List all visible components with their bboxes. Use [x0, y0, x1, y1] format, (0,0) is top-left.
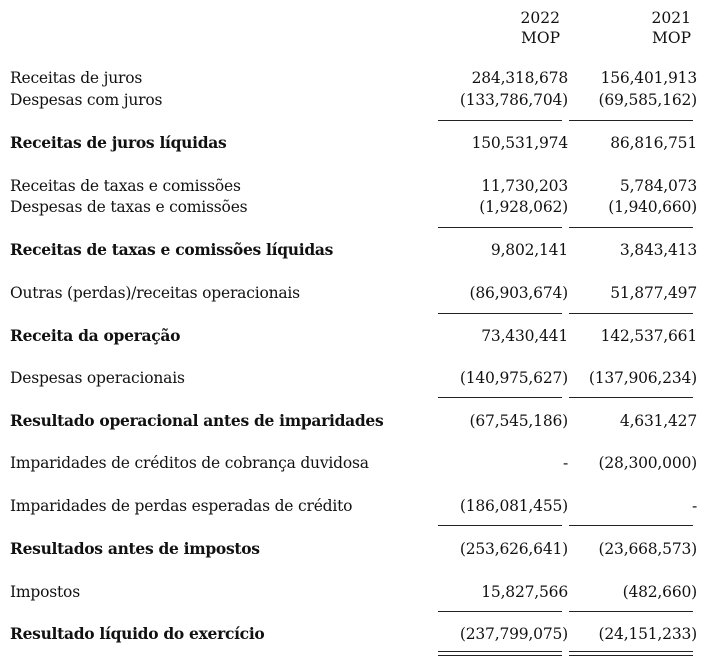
value-2022: 11,730,203: [481, 177, 568, 195]
value-2022: 9,802,141: [490, 241, 568, 259]
value-2021: 51,877,497: [610, 284, 697, 302]
value-2022: 73,430,441: [481, 327, 568, 345]
value-2022: (237,799,075): [459, 625, 568, 643]
row-label: Resultado líquido do exercício: [10, 624, 265, 643]
row-label: Resultado operacional antes de imparidades: [10, 411, 384, 430]
subtotal-rule: [569, 397, 693, 398]
statement-row: [0, 581, 705, 603]
value-2022: (186,081,455): [459, 497, 568, 515]
total-double-rule: [438, 651, 562, 656]
subtotal-rule: [569, 525, 693, 526]
statement-row: [0, 495, 705, 517]
value-2022: (140,975,627): [459, 369, 568, 387]
subtotal-rule: [438, 525, 562, 526]
subtotal-rule: [438, 313, 562, 314]
subtotal-rule: [569, 313, 693, 314]
row-label: Outras (perdas)/receitas operacionais: [10, 284, 300, 302]
value-2021: (28,300,000): [598, 454, 697, 472]
statement-row: [0, 452, 705, 474]
value-2022: -: [562, 454, 568, 472]
subtotal-row: [0, 538, 705, 560]
subtotal-rule: [569, 120, 693, 121]
value-2022: (86,903,674): [469, 284, 568, 302]
value-2022: 15,827,566: [481, 583, 568, 601]
row-label: Receita da operação: [10, 326, 181, 345]
subtotal-row: [0, 132, 705, 154]
value-2021: 156,401,913: [600, 69, 697, 87]
subtotal-rule: [438, 120, 562, 121]
column-year-2021: 2021: [651, 9, 691, 27]
subtotal-row: [0, 239, 705, 261]
row-label: Imparidades de créditos de cobrança duvidosa: [10, 454, 369, 472]
subtotal-rule: [438, 611, 562, 612]
column-currency-2022: MOP: [520, 29, 560, 47]
column-year-2022: 2022: [520, 9, 560, 27]
row-label: Despesas operacionais: [10, 369, 185, 387]
statement-row: [0, 89, 705, 111]
row-label: Receitas de taxas e comissões: [10, 177, 241, 195]
value-2021: (137,906,234): [588, 369, 697, 387]
subtotal-row: [0, 325, 705, 347]
value-2021: -: [691, 497, 697, 515]
value-2022: (67,545,186): [469, 412, 568, 430]
value-2021: 86,816,751: [610, 134, 697, 152]
column-currency-2021: MOP: [651, 29, 691, 47]
row-label: Despesas de taxas e comissões: [10, 198, 248, 216]
statement-row: [0, 67, 705, 89]
row-label: Resultados antes de impostos: [10, 539, 260, 558]
value-2021: (24,151,233): [598, 625, 697, 643]
value-2021: (482,660): [622, 583, 697, 601]
value-2022: (1,928,062): [479, 198, 568, 216]
total-row: [0, 623, 705, 645]
subtotal-rule: [438, 227, 562, 228]
value-2022: (253,626,641): [459, 540, 568, 558]
row-label: Receitas de juros líquidas: [10, 133, 227, 152]
subtotal-rule: [569, 227, 693, 228]
value-2021: (23,668,573): [598, 540, 697, 558]
value-2022: (133,786,704): [459, 91, 568, 109]
value-2022: 284,318,678: [471, 69, 568, 87]
row-label: Receitas de juros: [10, 69, 143, 87]
value-2021: 4,631,427: [619, 412, 697, 430]
row-label: Receitas de taxas e comissões líquidas: [10, 240, 334, 259]
statement-row: [0, 367, 705, 389]
value-2021: 142,537,661: [600, 327, 697, 345]
row-label: Impostos: [10, 583, 80, 601]
statement-row: [0, 196, 705, 218]
value-2021: 5,784,073: [619, 177, 697, 195]
subtotal-row: [0, 410, 705, 432]
row-label: Imparidades de perdas esperadas de crédito: [10, 497, 353, 515]
subtotal-rule: [569, 611, 693, 612]
value-2022: 150,531,974: [471, 134, 568, 152]
value-2021: (69,585,162): [598, 91, 697, 109]
value-2021: (1,940,660): [608, 198, 697, 216]
total-double-rule: [569, 651, 693, 656]
row-label: Despesas com juros: [10, 91, 163, 109]
statement-row: [0, 282, 705, 304]
value-2021: 3,843,413: [619, 241, 697, 259]
subtotal-rule: [438, 397, 562, 398]
statement-row: [0, 175, 705, 197]
